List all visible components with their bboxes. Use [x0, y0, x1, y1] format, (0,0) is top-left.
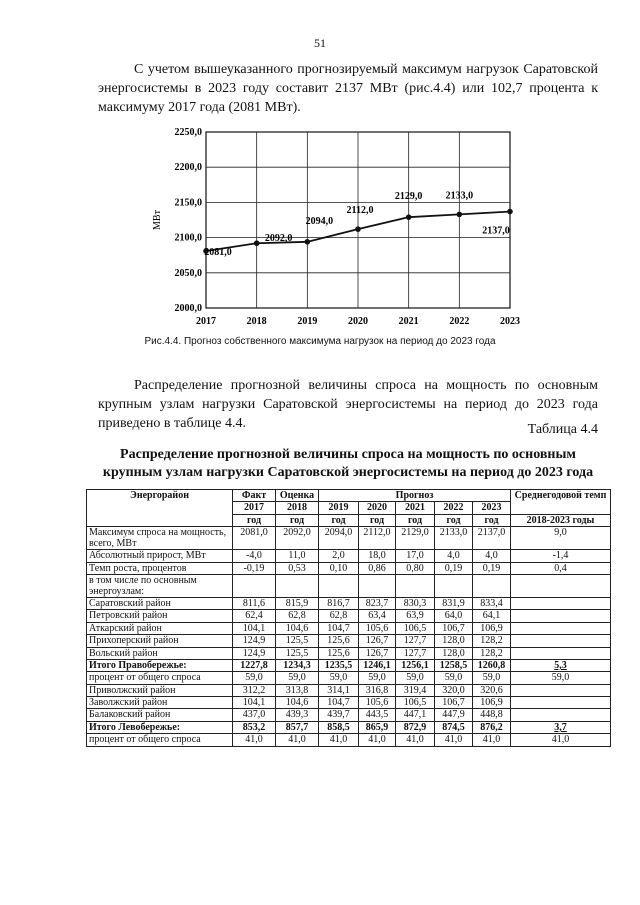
header-year: 2020 [359, 502, 396, 514]
cell-value: 59,0 [473, 672, 511, 684]
x-tick-label: 2021 [398, 316, 419, 327]
cell-value: 64,0 [435, 610, 473, 622]
chart-svg [150, 124, 530, 334]
data-label: 2094,0 [305, 215, 334, 227]
cell-value: 858,5 [319, 721, 359, 733]
table-row [87, 659, 611, 671]
cell-avg-rate [511, 684, 611, 696]
cell-value: 320,6 [473, 684, 511, 696]
cell-value: 59,0 [396, 672, 435, 684]
cell-avg-rate [511, 697, 611, 709]
cell-value: 312,2 [233, 684, 276, 696]
cell-value: 811,6 [233, 597, 276, 609]
header-god: год [319, 514, 359, 526]
cell-value: 2092,0 [276, 527, 319, 550]
cell-value: 2129,0 [396, 527, 435, 550]
cell-value: 876,2 [473, 721, 511, 733]
load-forecast-chart [150, 124, 530, 334]
cell-value: 857,7 [276, 721, 319, 733]
table-row [87, 697, 611, 709]
cell-value: 126,7 [359, 635, 396, 647]
cell-value: 106,7 [435, 697, 473, 709]
cell-value: 1227,8 [233, 659, 276, 671]
cell-value: 106,9 [473, 697, 511, 709]
data-point [355, 226, 361, 232]
data-label: 2133,0 [445, 190, 474, 202]
table-row [87, 610, 611, 622]
cell-value: 62,8 [319, 610, 359, 622]
cell-avg-rate [511, 635, 611, 647]
data-label: 2129,0 [394, 191, 423, 203]
cell-value [233, 574, 276, 597]
header-estimate: Оценка [276, 490, 319, 502]
cell-value: 1256,1 [396, 659, 435, 671]
cell-value: 104,6 [276, 697, 319, 709]
cell-value: 128,0 [435, 635, 473, 647]
data-point [305, 239, 311, 245]
cell-avg-rate: 3,7 [511, 721, 611, 733]
header-god: год [396, 514, 435, 526]
cell-value: 41,0 [435, 734, 473, 746]
row-name: Абсолютный прирост, МВт [87, 550, 233, 562]
cell-value: 314,1 [319, 684, 359, 696]
cell-value: 104,1 [233, 622, 276, 634]
cell-value: 124,9 [233, 647, 276, 659]
y-axis-label: МВт [152, 210, 163, 230]
cell-value: 443,5 [359, 709, 396, 721]
table-row [87, 622, 611, 634]
cell-value: 62,4 [233, 610, 276, 622]
cell-value: 104,7 [319, 697, 359, 709]
cell-value [319, 574, 359, 597]
header-god: год [359, 514, 396, 526]
cell-value: 18,0 [359, 550, 396, 562]
cell-avg-rate: 5,3 [511, 659, 611, 671]
cell-avg-rate: -1,4 [511, 550, 611, 562]
cell-value: 59,0 [276, 672, 319, 684]
cell-value: 872,9 [396, 721, 435, 733]
cell-value: 127,7 [396, 647, 435, 659]
cell-value: 106,5 [396, 622, 435, 634]
cell-value: 4,0 [435, 550, 473, 562]
cell-value: 2,0 [319, 550, 359, 562]
cell-value: 447,9 [435, 709, 473, 721]
x-tick-label: 2018 [246, 316, 267, 327]
cell-value [435, 574, 473, 597]
y-tick-label: 2050,0 [174, 267, 202, 279]
cell-value: 104,6 [276, 622, 319, 634]
x-tick-label: 2023 [500, 316, 520, 327]
cell-value [276, 574, 319, 597]
header-god: год [233, 514, 276, 526]
cell-value: 815,9 [276, 597, 319, 609]
table-row [87, 550, 611, 562]
cell-value: 0,86 [359, 562, 396, 574]
row-name: процент от общего спроса [87, 734, 233, 746]
cell-value: 816,7 [319, 597, 359, 609]
x-tick-label: 2019 [297, 316, 318, 327]
table-row [87, 709, 611, 721]
cell-value [396, 574, 435, 597]
cell-value: 125,5 [276, 647, 319, 659]
table-row [87, 684, 611, 696]
cell-value: 41,0 [319, 734, 359, 746]
cell-value: 127,7 [396, 635, 435, 647]
header-year: 2017 [233, 502, 276, 514]
cell-value: 0,53 [276, 562, 319, 574]
cell-value: 62,8 [276, 610, 319, 622]
row-name: Вольский район [87, 647, 233, 659]
header-year: 2023 [473, 502, 511, 514]
header-year: 2022 [435, 502, 473, 514]
cell-value: 2094,0 [319, 527, 359, 550]
cell-value [473, 574, 511, 597]
cell-value: 4,0 [473, 550, 511, 562]
cell-avg-rate [511, 709, 611, 721]
cell-value: 319,4 [396, 684, 435, 696]
cell-value: 17,0 [396, 550, 435, 562]
cell-value: 64,1 [473, 610, 511, 622]
table-row [87, 672, 611, 684]
row-name: Итого Левобережье: [87, 721, 233, 733]
table-label: Таблица 4.4 [527, 422, 598, 437]
data-point [507, 209, 513, 215]
header-god: год [473, 514, 511, 526]
row-name: в том числе по основным энергоузлам: [87, 574, 233, 597]
cell-value: 11,0 [276, 550, 319, 562]
row-name: Итого Правобережье: [87, 659, 233, 671]
cell-value: 874,5 [435, 721, 473, 733]
data-label: 2137,0 [482, 225, 510, 237]
cell-value: 320,0 [435, 684, 473, 696]
row-name: Приволжский район [87, 684, 233, 696]
y-tick-label: 2200,0 [174, 162, 202, 174]
table-row [87, 734, 611, 746]
cell-value: 125,5 [276, 635, 319, 647]
cell-value: 59,0 [359, 672, 396, 684]
header-region: Энергорайон [87, 490, 233, 527]
cell-value: 106,9 [473, 622, 511, 634]
header-forecast: Прогноз [319, 490, 511, 502]
cell-value: 105,6 [359, 697, 396, 709]
cell-avg-rate: 9,0 [511, 527, 611, 550]
cell-value: 125,6 [319, 635, 359, 647]
header-god: год [435, 514, 473, 526]
cell-avg-rate [511, 622, 611, 634]
cell-value: 1258,5 [435, 659, 473, 671]
cell-value: 41,0 [276, 734, 319, 746]
data-point [457, 212, 463, 218]
header-year: 2021 [396, 502, 435, 514]
cell-value: 125,6 [319, 647, 359, 659]
data-label: 2081,0 [204, 246, 232, 258]
cell-avg-rate [511, 597, 611, 609]
y-tick-label: 2250,0 [174, 127, 202, 138]
cell-avg-rate: 0,4 [511, 562, 611, 574]
cell-value: 41,0 [473, 734, 511, 746]
cell-value: 833,4 [473, 597, 511, 609]
y-tick-label: 2000,0 [174, 303, 202, 314]
table-row [87, 562, 611, 574]
cell-value: 104,1 [233, 697, 276, 709]
cell-value: 106,5 [396, 697, 435, 709]
cell-value: 104,7 [319, 622, 359, 634]
cell-value: 0,19 [473, 562, 511, 574]
cell-value: 316,8 [359, 684, 396, 696]
header-avg-rate: Среднегодовой темп [511, 490, 611, 515]
cell-avg-rate [511, 610, 611, 622]
header-avg-rate-period: 2018-2023 годы [511, 514, 611, 526]
cell-value: 0,80 [396, 562, 435, 574]
cell-avg-rate: 59,0 [511, 672, 611, 684]
cell-value: 0,19 [435, 562, 473, 574]
cell-value: 41,0 [233, 734, 276, 746]
data-label: 2092,0 [264, 233, 293, 245]
cell-value: 124,9 [233, 635, 276, 647]
data-point [406, 214, 412, 220]
cell-value: 2081,0 [233, 527, 276, 550]
row-name: Темп роста, процентов [87, 562, 233, 574]
cell-value: 63,9 [396, 610, 435, 622]
cell-value: 1246,1 [359, 659, 396, 671]
cell-value: 59,0 [319, 672, 359, 684]
data-point [254, 240, 260, 246]
cell-avg-rate: 41,0 [511, 734, 611, 746]
cell-value: 128,2 [473, 647, 511, 659]
table-row [87, 597, 611, 609]
row-name: процент от общего спроса [87, 672, 233, 684]
table-row [87, 647, 611, 659]
cell-value: 59,0 [233, 672, 276, 684]
cell-value: -4,0 [233, 550, 276, 562]
cell-avg-rate [511, 647, 611, 659]
cell-value: 41,0 [396, 734, 435, 746]
row-name: Заволжский район [87, 697, 233, 709]
cell-value: 128,0 [435, 647, 473, 659]
row-name: Балаковский район [87, 709, 233, 721]
row-name: Максимум спроса на мощность, всего, МВт [87, 527, 233, 550]
cell-value: 128,2 [473, 635, 511, 647]
row-name: Саратовский район [87, 597, 233, 609]
demand-table [86, 489, 611, 747]
cell-value: 823,7 [359, 597, 396, 609]
cell-value: 313,8 [276, 684, 319, 696]
data-label: 2112,0 [346, 205, 374, 217]
header-row-1 [87, 490, 611, 502]
cell-value: 2133,0 [435, 527, 473, 550]
table-body [87, 527, 611, 746]
cell-value: 1235,5 [319, 659, 359, 671]
cell-value: 0,10 [319, 562, 359, 574]
cell-value: 1260,8 [473, 659, 511, 671]
table-row [87, 527, 611, 550]
row-name: Аткарский район [87, 622, 233, 634]
table-row [87, 574, 611, 597]
cell-value: 448,8 [473, 709, 511, 721]
header-year: 2018 [276, 502, 319, 514]
cell-value [359, 574, 396, 597]
y-tick-label: 2100,0 [174, 232, 202, 244]
row-name: Прихоперский район [87, 635, 233, 647]
cell-value: 865,9 [359, 721, 396, 733]
table-title: Распределение прогнозной величины спроса на мощность по основным крупным узлам нагрузки Саратовской энергосистемы на период до 2023 года [102, 447, 594, 480]
row-name: Петровский район [87, 610, 233, 622]
cell-value: 1234,3 [276, 659, 319, 671]
cell-value: 437,0 [233, 709, 276, 721]
cell-value: 63,4 [359, 610, 396, 622]
cell-value: 59,0 [435, 672, 473, 684]
table-intro-paragraph: Распределение прогнозной величины спроса на мощность по основным крупным узлам нагрузки Саратовской энергосистемы на период до 2023 года приведено в таблице 4.4. [98, 378, 598, 431]
table-row [87, 635, 611, 647]
header-fact: Факт [233, 490, 276, 502]
cell-value: 831,9 [435, 597, 473, 609]
x-tick-label: 2020 [348, 316, 368, 327]
page-number: 51 [314, 36, 326, 50]
header-year: 2019 [319, 502, 359, 514]
cell-value: 447,1 [396, 709, 435, 721]
x-tick-label: 2022 [449, 316, 470, 327]
cell-value: 439,3 [276, 709, 319, 721]
chart-caption: Рис.4.4. Прогноз собственного максимума нагрузок на период до 2023 года [144, 336, 496, 347]
table-row [87, 721, 611, 733]
cell-value: 126,7 [359, 647, 396, 659]
cell-value: 853,2 [233, 721, 276, 733]
x-tick-label: 2017 [196, 316, 216, 327]
cell-value: 830,3 [396, 597, 435, 609]
cell-value: -0,19 [233, 562, 276, 574]
cell-value: 105,6 [359, 622, 396, 634]
cell-value: 41,0 [359, 734, 396, 746]
cell-value: 439,7 [319, 709, 359, 721]
cell-value: 2112,0 [359, 527, 396, 550]
cell-avg-rate [511, 574, 611, 597]
y-tick-label: 2150,0 [174, 197, 202, 209]
header-god: год [276, 514, 319, 526]
cell-value: 2137,0 [473, 527, 511, 550]
intro-paragraph: С учетом вышеуказанного прогнозируемый максимум нагрузок Саратовской энергосистемы в 2023 году составит 2137 МВт (рис.4.4) или 102,7 процента к максимуму 2017 года (2081 МВт). [98, 62, 598, 115]
cell-value: 106,7 [435, 622, 473, 634]
